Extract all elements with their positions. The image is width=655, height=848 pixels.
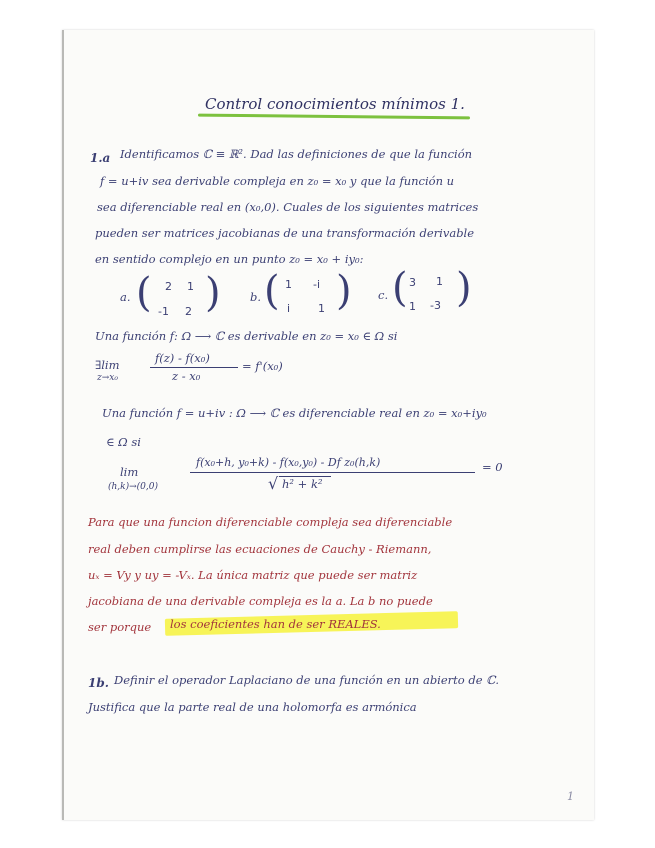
real-differentiable-definition: Una función f = u+iv : Ω ⟶ ℂ es diferenciable real en z₀ = x₀+iy₀: [102, 406, 487, 420]
matrix-b-cell: 1: [318, 302, 325, 315]
matrix-c-cell: 1: [409, 300, 416, 313]
differential-denominator: h² + k²: [282, 477, 323, 491]
limit2-equals-zero: = 0: [482, 460, 503, 474]
matrix-a-right-paren: ): [205, 270, 221, 316]
matrix-a-left-paren: (: [136, 270, 152, 316]
difference-quotient-numerator: f(z) - f(x₀): [155, 351, 210, 365]
limit-subscript: z→x₀: [97, 373, 118, 383]
real-differentiable-definition-cont: ∈ Ω si: [106, 435, 141, 449]
question-line-1: Identificamos ℂ ≡ ℝ². Dad las definiciones de que la función: [120, 147, 473, 161]
limit-symbol: ∃lim: [95, 358, 120, 372]
matrix-c-left-paren: (: [392, 265, 408, 311]
conclusion-line-1: Para que una funcion diferenciable compleja sea diferenciable: [88, 515, 453, 529]
matrix-a-label: a.: [120, 290, 131, 304]
question-number-1a: 1.a: [90, 151, 111, 165]
paper-edge: [62, 30, 64, 820]
conclusion-highlighted-text: los coeficientes han de ser REALES.: [170, 617, 381, 631]
matrix-b-left-paren: (: [264, 268, 280, 314]
matrix-b-cell: i: [287, 302, 291, 315]
matrix-a-cell: -1: [158, 305, 169, 318]
question-line-4: pueden ser matrices jacobianas de una transformación derivable: [95, 226, 475, 240]
question-number-1b: 1b.: [88, 676, 109, 690]
conclusion-line-2: real deben cumplirse las ecuaciones de Cauchy - Riemann,: [88, 542, 432, 556]
conclusion-line-3: uₓ = Vy y uy = -Vₓ. La única matriz que puede ser matriz: [88, 568, 418, 582]
limit2-symbol: lim: [120, 465, 139, 479]
fraction-bar: [150, 367, 238, 368]
page-title: Control conocimientos mínimos 1.: [205, 95, 465, 113]
conclusion-line-5: ser porque: [88, 620, 152, 634]
limit-equals-derivative: = f'(x₀): [242, 359, 283, 373]
matrix-c-cell: -3: [430, 299, 441, 312]
page-number: 1: [567, 790, 574, 803]
question-line-5: en sentido complejo en un punto z₀ = x₀ + iy₀:: [95, 252, 364, 266]
matrix-b-cell: 1: [285, 278, 292, 291]
fraction-bar: [190, 472, 475, 473]
question-line-2: f = u+iv sea derivable compleja en z₀ = x₀ y que la función u: [100, 174, 455, 188]
matrix-c-cell: 3: [409, 276, 416, 289]
sqrt-icon: √: [268, 474, 279, 493]
complex-derivable-definition: Una función f: Ω ⟶ ℂ es derivable en z₀ = x₀ ∈ Ω si: [95, 329, 398, 343]
difference-quotient-denominator: z - x₀: [172, 369, 201, 383]
question-1b-line-1: Definir el operador Laplaciano de una función en un abierto de ℂ.: [114, 673, 499, 687]
conclusion-line-4: jacobiana de una derivable compleja es la a. La b no puede: [88, 594, 433, 608]
matrix-c-label: c.: [378, 288, 389, 302]
question-line-3: sea diferenciable real en (x₀,0). Cuales de los siguientes matrices: [97, 200, 479, 214]
matrix-b-label: b.: [250, 290, 262, 304]
matrix-c-cell: 1: [436, 275, 443, 288]
matrix-b-cell: -i: [313, 278, 321, 291]
matrix-a-cell: 2: [165, 280, 172, 293]
differential-numerator: f(x₀+h, y₀+k) - f(x₀,y₀) - Df z₀(h,k): [196, 456, 381, 469]
matrix-b-right-paren: ): [336, 268, 352, 314]
question-1b-line-2: Justifica que la parte real de una holomorfa es armónica: [88, 700, 417, 714]
matrix-a-cell: 2: [185, 305, 192, 318]
matrix-a-cell: 1: [187, 280, 194, 293]
matrix-c-right-paren: ): [456, 265, 472, 311]
limit2-subscript: (h,k)→(0,0): [108, 482, 159, 492]
